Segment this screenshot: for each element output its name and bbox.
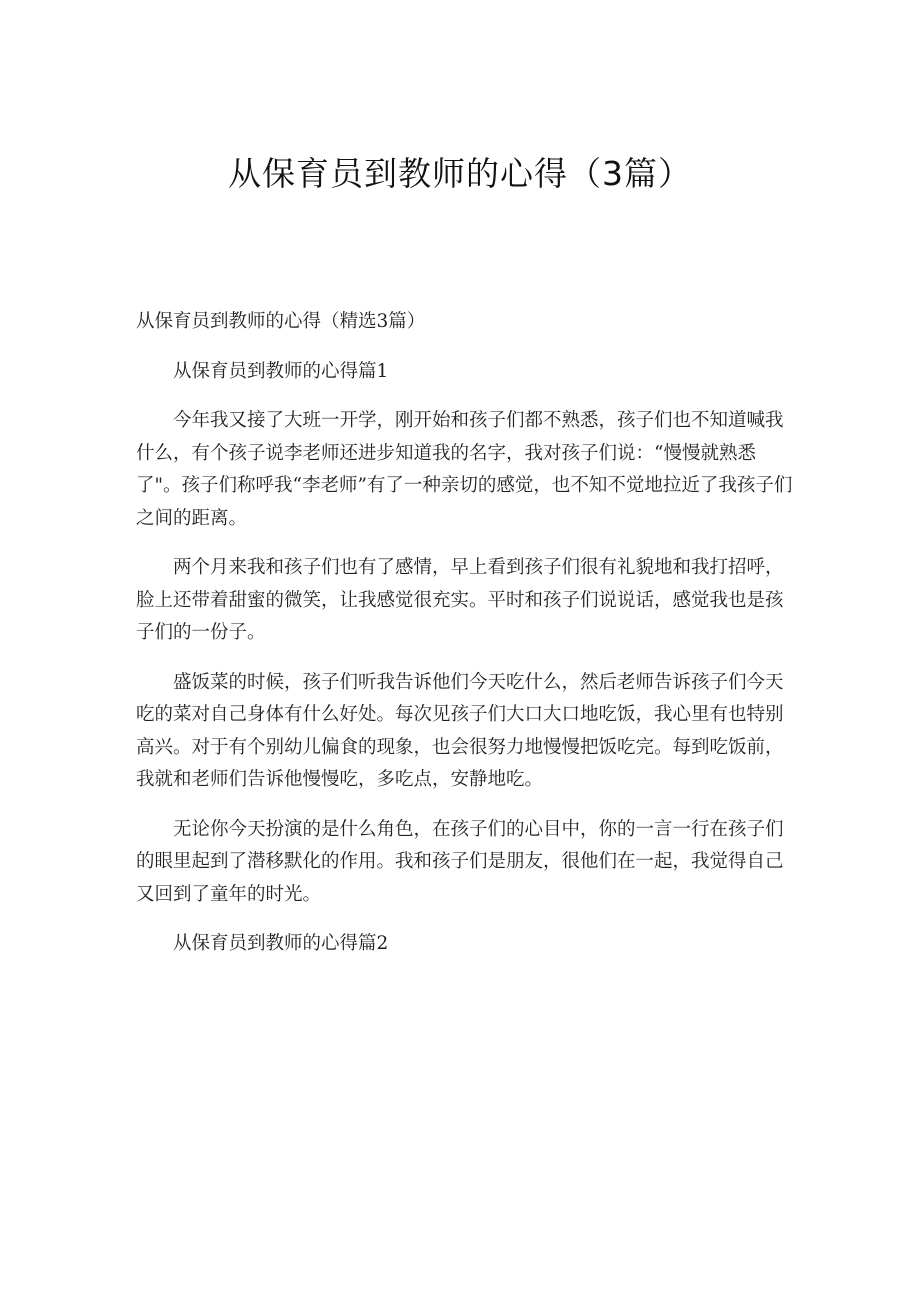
section-heading-1: 从保育员到教师的心得篇1 bbox=[173, 360, 389, 382]
paragraph: 今年我又接了大班一开学，刚开始和孩子们都不熟悉，孩子们也不知道喊我什么，有个孩子说李老师还进步知道我的名字，我对孩子们说：“慢慢就熟悉了"。孩子们称呼我“李老师”有了一种亲切的感觉，也不知不觉地拉近了我孩子们之间的距离。 bbox=[136, 410, 793, 529]
paragraph: 无论你今天扮演的是什么角色，在孩子们的心目中，你的一言一行在孩子们的眼里起到了潜移默化的作用。我和孩子们是朋友，很他们在一起，我觉得自己又回到了童年的时光。 bbox=[136, 818, 784, 905]
document-body bbox=[136, 306, 796, 978]
paragraph: 两个月来我和孩子们也有了感情，早上看到孩子们很有礼貌地和我打招呼，脸上还带着甜蜜的微笑，让我感觉很充实。平时和孩子们说说话，感觉我也是孩子们的一份子。 bbox=[136, 557, 784, 643]
document-title: 从保育员到教师的心得（3篇） bbox=[228, 154, 692, 193]
paragraph: 盛饭菜的时候，孩子们听我告诉他们今天吃什么，然后老师告诉孩子们今天吃的菜对自己身体有什么好处。每次见孩子们大口大口地吃饭，我心里有也特别高兴。对于有个别幼儿偏食的现象，也会很努力地慢慢把饭吃完。每到吃饭前，我就和老师们告诉他慢慢吃，多吃点，安静地吃。 bbox=[136, 671, 784, 790]
section-heading-2: 从保育员到教师的心得篇2 bbox=[173, 933, 389, 954]
document-subtitle: 从保育员到教师的心得（精选3篇） bbox=[136, 311, 426, 332]
